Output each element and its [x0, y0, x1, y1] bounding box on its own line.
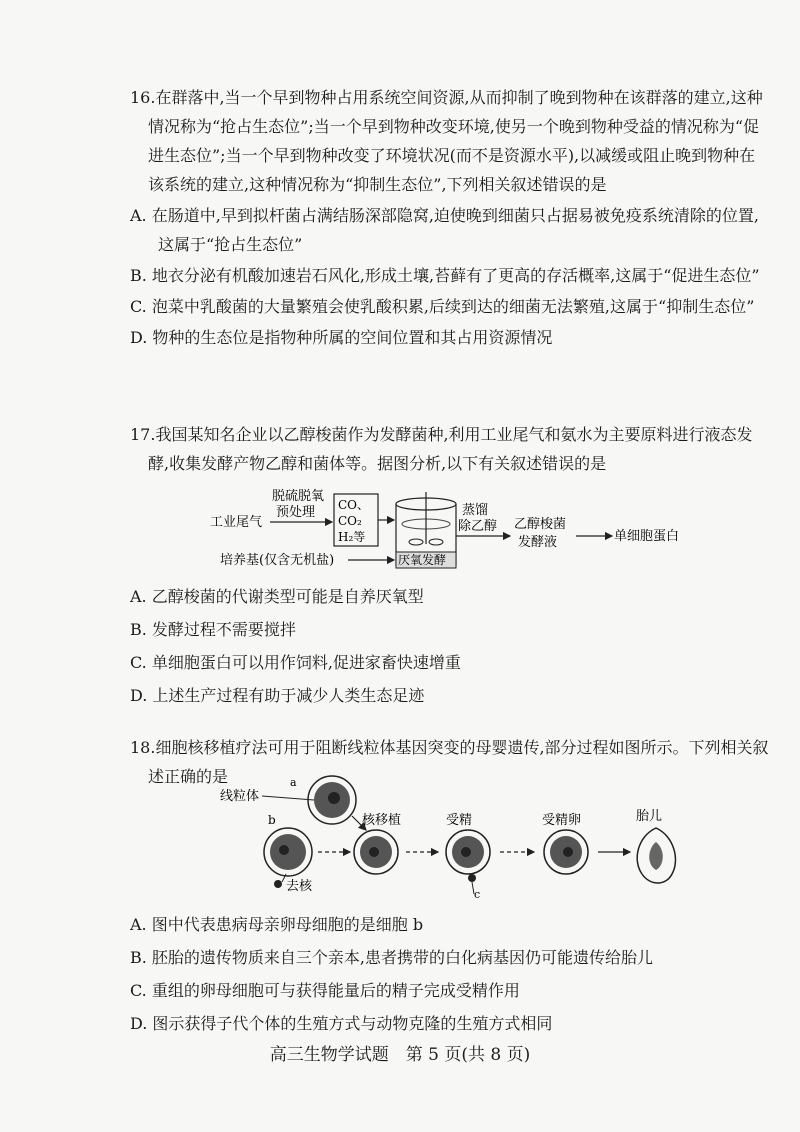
cell-a: [308, 776, 356, 824]
option-b: B. 胚胎的遗传物质来自三个亲本,患者携带的白化病基因仍可能遗传给胎儿: [130, 948, 654, 967]
medium-label: 培养基(仅含无机盐): [220, 553, 335, 568]
product-label: 单细胞蛋白: [614, 529, 680, 544]
option-a: A. 乙醇梭菌的代谢类型可能是自养厌氧型: [130, 587, 424, 606]
mito-label: 线粒体: [220, 789, 260, 804]
option-a: A. 在肠道中,早到拟杆菌占满结肠深部隐窝,迫使晚到细菌只占据易被免疫系统清除的位置,这属于“抢占生态位”: [130, 206, 759, 254]
question-stem: 16.在群落中,当一个早到物种占用系统空间资源,从而抑制了晚到物种在该群落的建立,这种情况称为“抢占生态位”;当一个早到物种改变环境,使另一个晚到物种受益的情况称为“促进生态位”;当一个早到物种改变了环境状况(而不是资源水平),以减缓或阻止晚到物种在该系统的建立,这种情况称为“抑制生态位”,下列相关叙述错误的是: [130, 88, 763, 194]
gas-h2: H₂等: [338, 530, 366, 544]
option-d: D. 物种的生态位是指物种所属的空间位置和其占用资源情况: [130, 328, 553, 347]
nuclear-transfer-diagram: [210, 770, 700, 900]
option-b: B. 地衣分泌有机酸加速岩石风化,形成土壤,苔藓有了更高的存活概率,这属于“促进生态位”: [130, 266, 760, 285]
fetus-label: 胎儿: [636, 809, 663, 824]
fermentation-diagram: [200, 484, 720, 576]
egg-label: 受精卵: [542, 813, 582, 828]
pretreat-label-2: 预处理: [276, 505, 316, 520]
gas-co2: CO₂: [338, 514, 362, 528]
distill-label-1: 蒸馏: [462, 503, 489, 518]
enucleate-label: 去核: [286, 879, 313, 894]
page-footer: 高三生物学试题 第 5 页(共 8 页): [269, 1045, 531, 1065]
option-d: D. 图示获得子代个体的生殖方式与动物克隆的生殖方式相同: [130, 1014, 553, 1033]
question-17-options: [130, 580, 770, 712]
mito-pointer: [262, 796, 314, 800]
option-c: C. 泡菜中乳酸菌的大量繁殖会使乳酸积累,后续到达的细菌无法繁殖,这属于“抑制生态位”: [130, 297, 755, 316]
option-b: B. 发酵过程不需要搅拌: [130, 620, 296, 639]
nt-label: 核移植: [362, 813, 402, 828]
distill-label-2: 除乙醇: [458, 519, 498, 534]
option-a: A. 图中代表患病母亲卵母细胞的是细胞 b: [130, 915, 424, 934]
cell-zygote: [544, 830, 588, 874]
question-16: [130, 83, 770, 352]
option-d: D. 上述生产过程有助于减少人类生态足迹: [130, 686, 425, 705]
broth-label-2: 发酵液: [518, 535, 558, 550]
cell-b: [264, 828, 312, 876]
question-stem: 17.我国某知名企业以乙醇梭菌作为发酵菌种,利用工业尾气和氨水为主要原料进行液态发酵,收集发酵产物乙醇和菌体等。据图分析,以下有关叙述错误的是: [130, 425, 753, 473]
cell-reconstructed: [354, 830, 398, 874]
tank-label: 厌氧发酵: [398, 553, 447, 567]
option-c: C. 单细胞蛋白可以用作饲料,促进家畜快速增重: [130, 653, 461, 672]
question-18-options: [130, 908, 770, 1040]
option-c: C. 重组的卵母细胞可与获得能量后的精子完成受精作用: [130, 981, 520, 1000]
fetus-icon: [637, 828, 675, 883]
broth-label-1: 乙醇梭菌: [514, 517, 567, 532]
question-17: [130, 420, 770, 478]
label-b: b: [268, 813, 276, 827]
removed-nucleus: [274, 880, 282, 888]
industrial-gas-label: 工业尾气: [210, 515, 263, 530]
question-stem: 18.细胞核移植疗法可用于阻断线粒体基因突变的母婴遗传,部分过程如图所示。下列相关叙述正确的是: [130, 738, 769, 786]
gas-co: CO、: [338, 498, 370, 512]
pretreat-label-1: 脱硫脱氧: [272, 489, 325, 504]
label-a: a: [290, 776, 297, 789]
fert-label: 受精: [446, 813, 473, 828]
cell-fertilizing: [446, 830, 490, 894]
label-c: c: [474, 888, 481, 900]
